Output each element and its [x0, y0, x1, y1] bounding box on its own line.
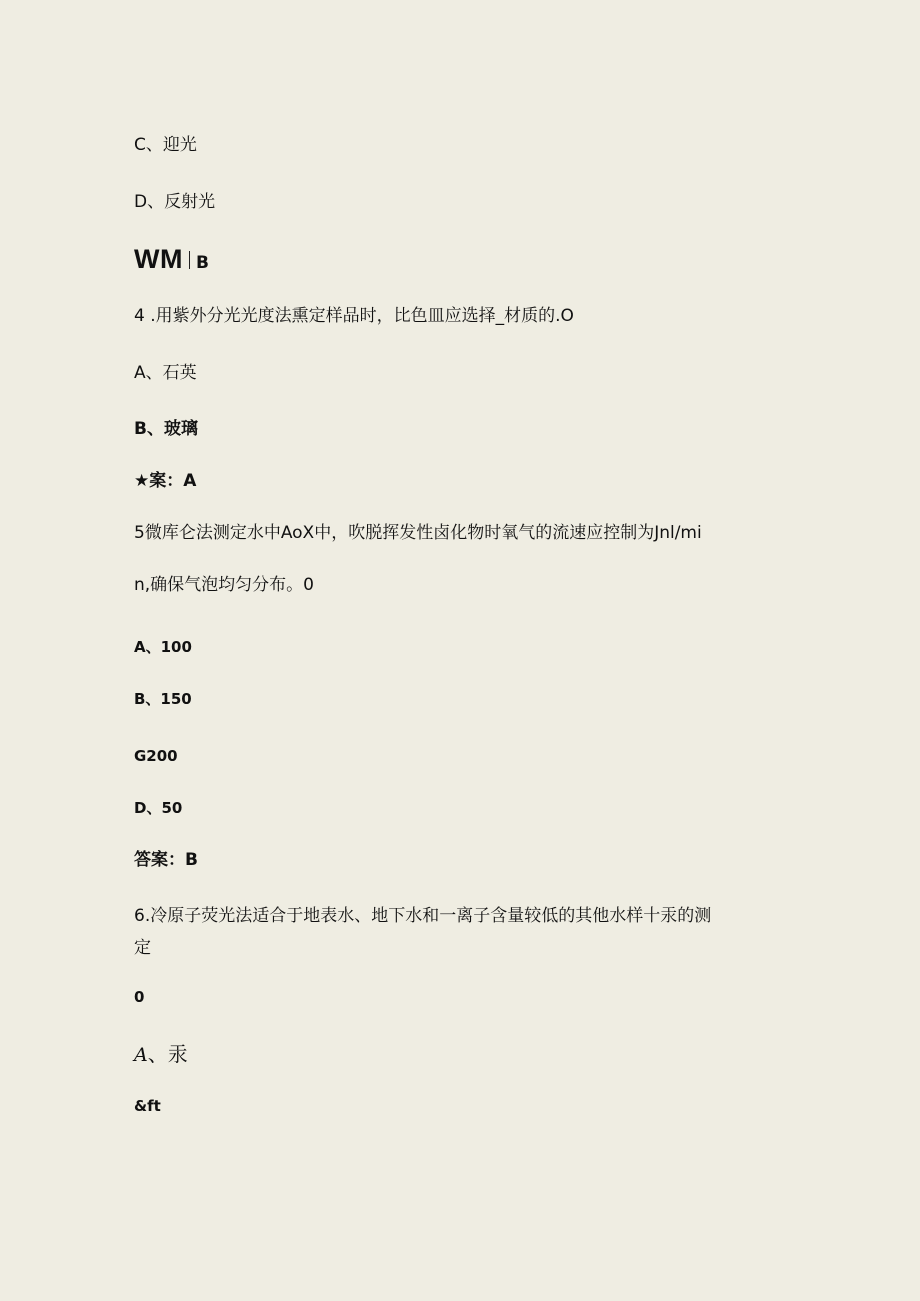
question-5-line-2: n,确保气泡均匀分布。0 — [134, 575, 314, 595]
answer-line-3 — [134, 244, 209, 278]
q5-option-a: A、100 — [134, 638, 192, 656]
q5-option-c: G200 — [134, 747, 178, 765]
question-6-line-1: 6.冷原子荧光法适合于地表水、地下水和一离子含量较低的其他水样十汞的测 — [134, 906, 712, 926]
question-6-paren: 0 — [134, 988, 145, 1006]
answer-5: 答案：B — [134, 850, 198, 870]
q6-option-b: &ft — [134, 1097, 161, 1115]
option-c: C、迎光 — [134, 135, 197, 155]
answer-value: B — [195, 253, 209, 273]
question-4: 4 .用紫外分光光度法熏定样品时，比色皿应选择_材质的.O — [134, 306, 574, 326]
q5-option-d: D、50 — [134, 799, 183, 817]
question-5-line-1: 5微库仑法测定水中AoX中，吹脱挥发性卤化物时氧气的流速应控制为Jnl/mi — [134, 523, 702, 543]
q4-option-b: B、玻璃 — [134, 419, 198, 439]
answer-4: ★案：A — [134, 471, 197, 491]
q6-option-a-text: 、汞 — [147, 1042, 188, 1066]
option-d: D、反射光 — [134, 192, 216, 212]
divider — [189, 251, 190, 269]
q6-option-a — [134, 1041, 188, 1068]
q6-option-a-letter: A — [134, 1044, 148, 1066]
q5-option-b: B、150 — [134, 690, 192, 708]
q4-option-a: A、石英 — [134, 363, 197, 383]
question-6-line-2: 定 — [134, 938, 151, 958]
answer-label: WM — [134, 244, 183, 274]
